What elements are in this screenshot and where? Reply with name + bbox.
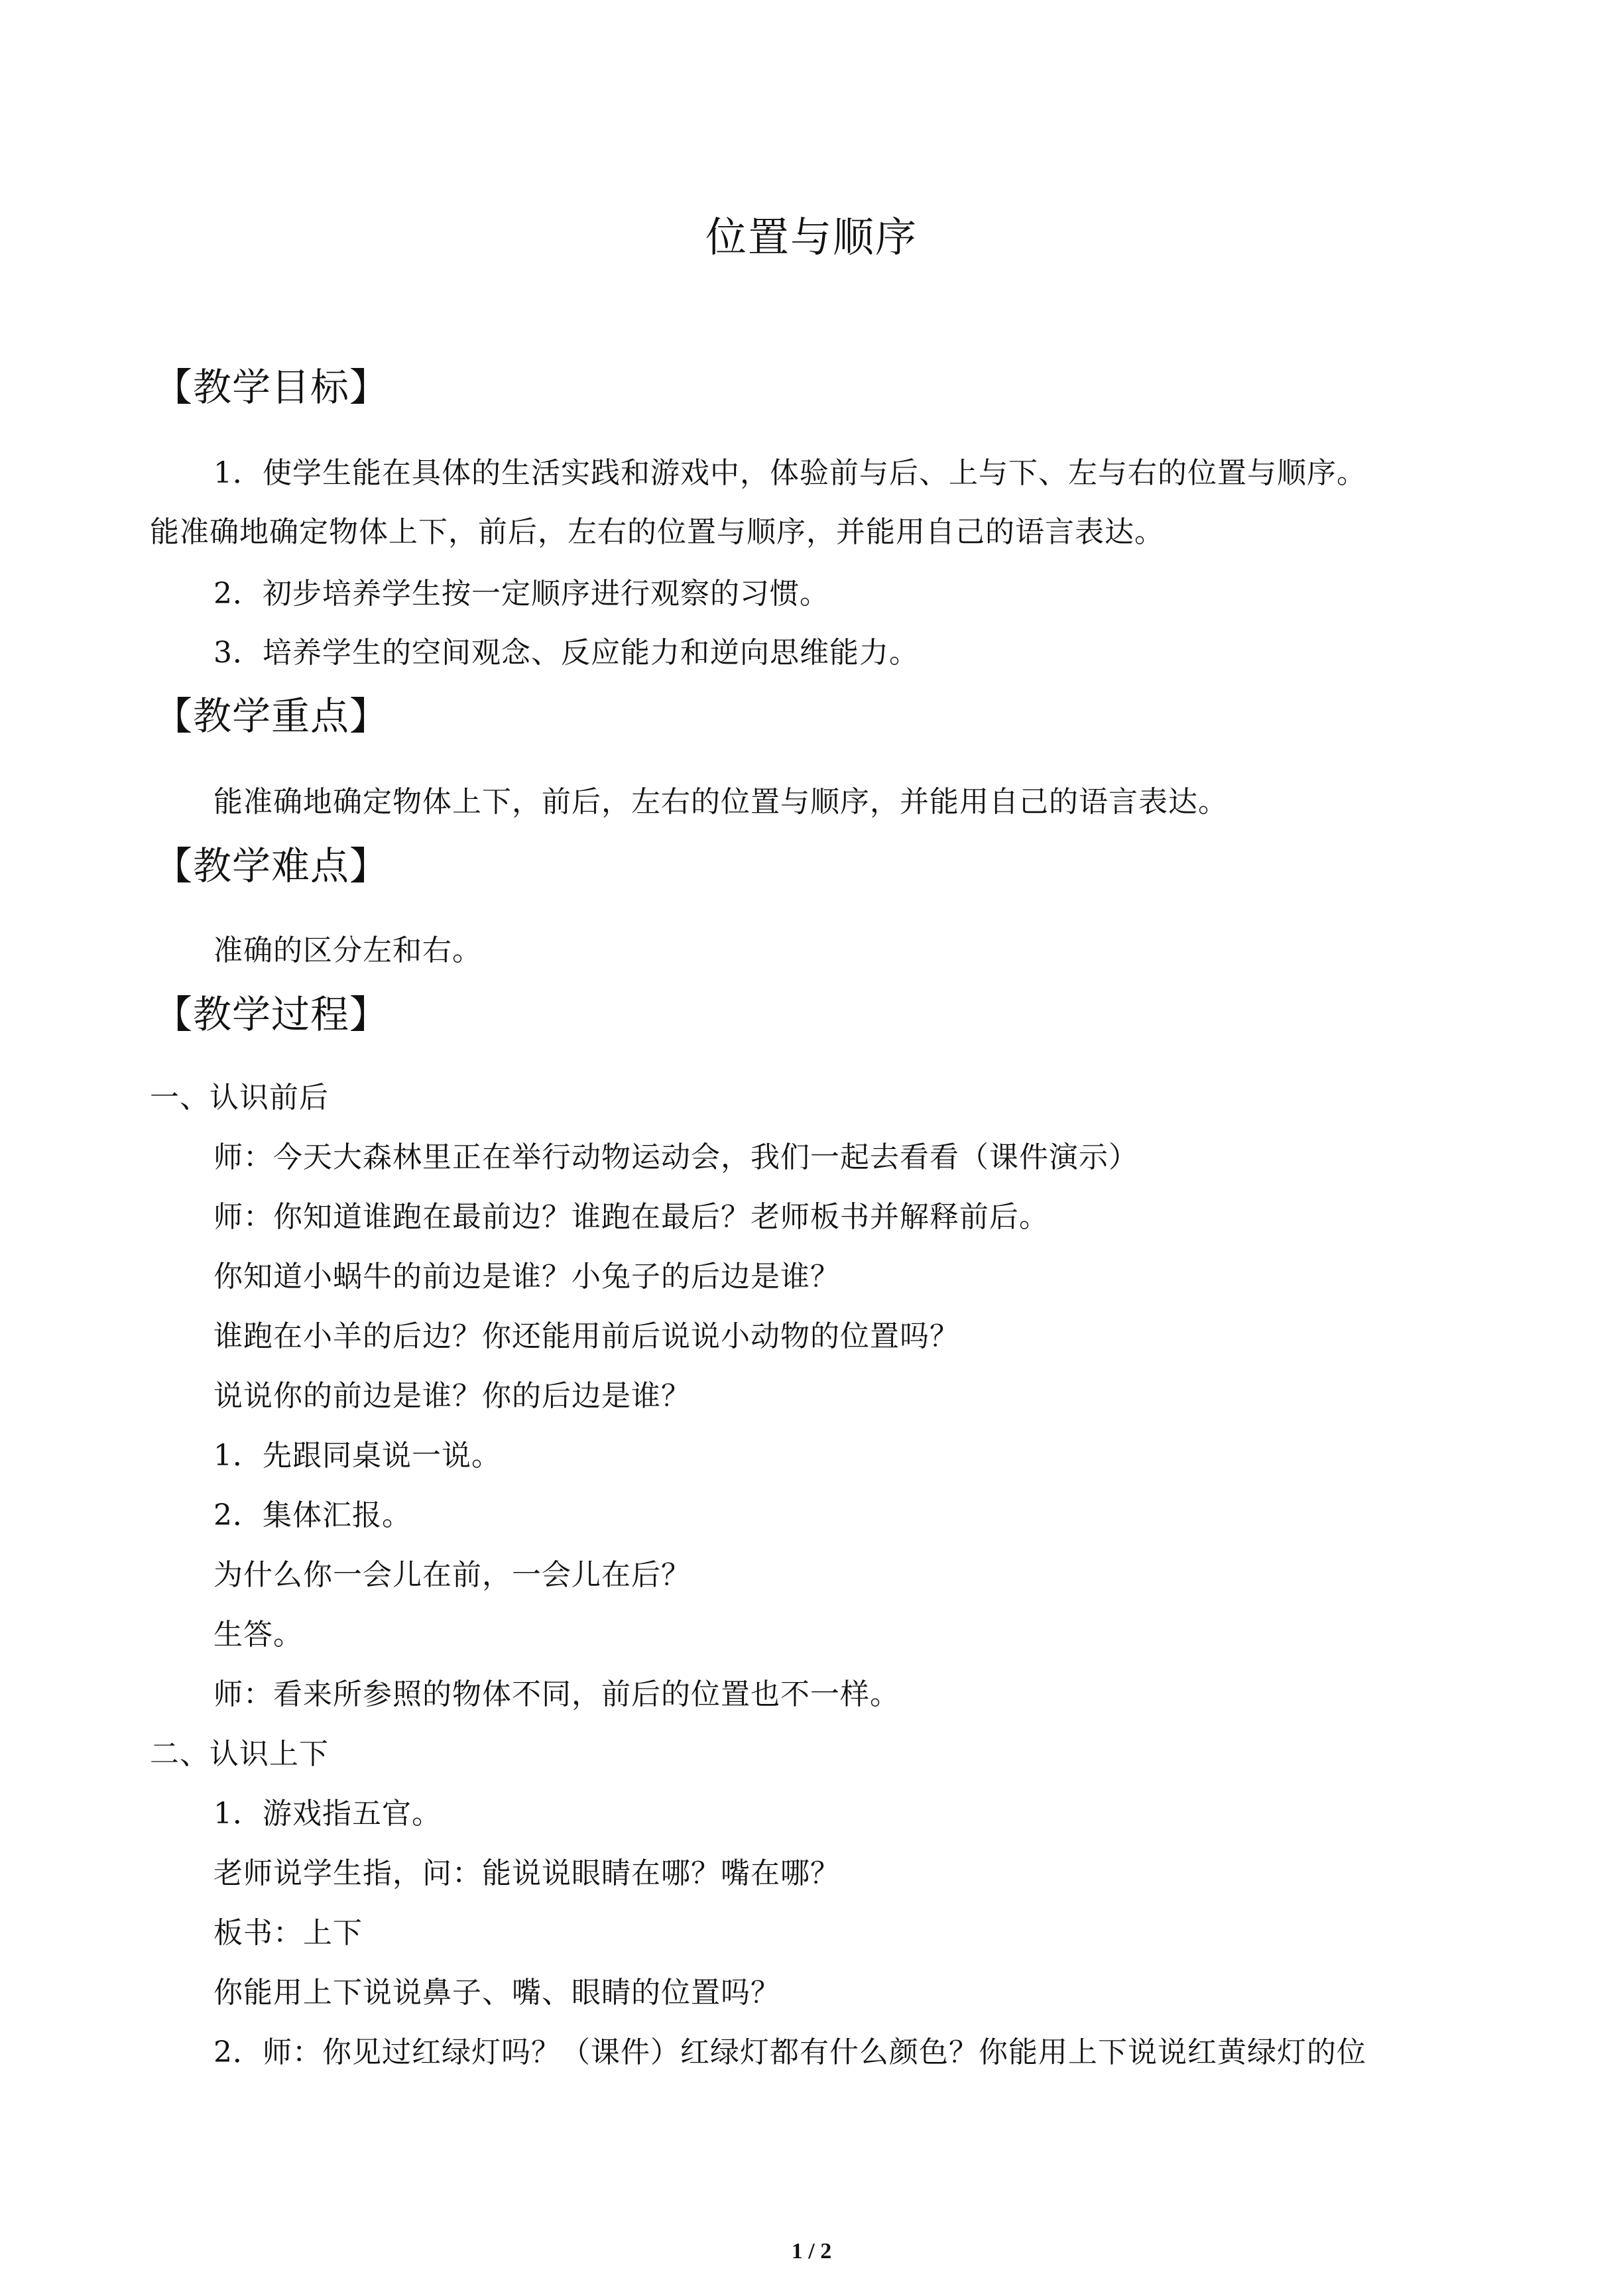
key-points-paragraph: 能准确地确定物体上下，前后，左右的位置与顺序，并能用自己的语言表达。	[213, 785, 1228, 819]
process-part-2-title: 二、认识上下	[150, 1737, 329, 1771]
process-part-1-line: 你知道小蜗牛的前边是谁？小兔子的后边是谁？	[213, 1260, 840, 1294]
objectives-paragraph-1-line-2: 能准确地确定物体上下，前后，左右的位置与顺序，并能用自己的语言表达。	[150, 515, 1164, 549]
heading-objectives: 【教学目标】	[154, 365, 389, 410]
heading-key-points: 【教学重点】	[154, 694, 389, 739]
process-part-1-line: 2．集体汇报。	[213, 1498, 412, 1532]
process-part-1-line: 师：今天大森林里正在举行动物运动会，我们一起去看看（课件演示）	[213, 1140, 1138, 1174]
objectives-paragraph-3: 3．培养学生的空间观念、反应能力和逆向思维能力。	[213, 636, 919, 670]
process-part-1-line: 1．先跟同桌说一说。	[213, 1439, 501, 1473]
process-part-1-line: 生答。	[213, 1618, 303, 1652]
heading-process: 【教学过程】	[154, 992, 389, 1037]
process-part-1-title: 一、认识前后	[150, 1081, 329, 1115]
process-part-2-line: 老师说学生指，问：能说说眼睛在哪？嘴在哪？	[213, 1856, 840, 1890]
heading-difficulties: 【教学难点】	[154, 843, 389, 888]
process-part-1-line: 谁跑在小羊的后边？你还能用前后说说小动物的位置吗？	[213, 1319, 959, 1353]
document-title: 位置与顺序	[705, 213, 918, 261]
process-part-2-line: 2．师：你见过红绿灯吗？（课件）红绿灯都有什么颜色？你能用上下说说红黄绿灯的位	[213, 2035, 1366, 2069]
objectives-paragraph-1-line-1: 1．使学生能在具体的生活实践和游戏中，体验前与后、上与下、左与右的位置与顺序。	[213, 456, 1366, 490]
process-part-1-line: 师：你知道谁跑在最前边？谁跑在最后？老师板书并解释前后。	[213, 1200, 1049, 1234]
process-part-1-line: 师：看来所参照的物体不同，前后的位置也不一样。	[213, 1677, 900, 1711]
page-number: 1 / 2	[791, 2239, 832, 2264]
difficulties-paragraph: 准确的区分左和右。	[213, 934, 482, 967]
process-part-2-line: 你能用上下说说鼻子、嘴、眼睛的位置吗？	[213, 1976, 780, 2010]
process-part-2-line: 1．游戏指五官。	[213, 1797, 442, 1831]
process-part-1-line: 说说你的前边是谁？你的后边是谁？	[213, 1379, 691, 1413]
process-part-2-line: 板书：上下	[213, 1916, 363, 1950]
process-part-1-line: 为什么你一会儿在前，一会儿在后？	[213, 1558, 691, 1592]
objectives-paragraph-2: 2．初步培养学生按一定顺序进行观察的习惯。	[213, 577, 829, 611]
